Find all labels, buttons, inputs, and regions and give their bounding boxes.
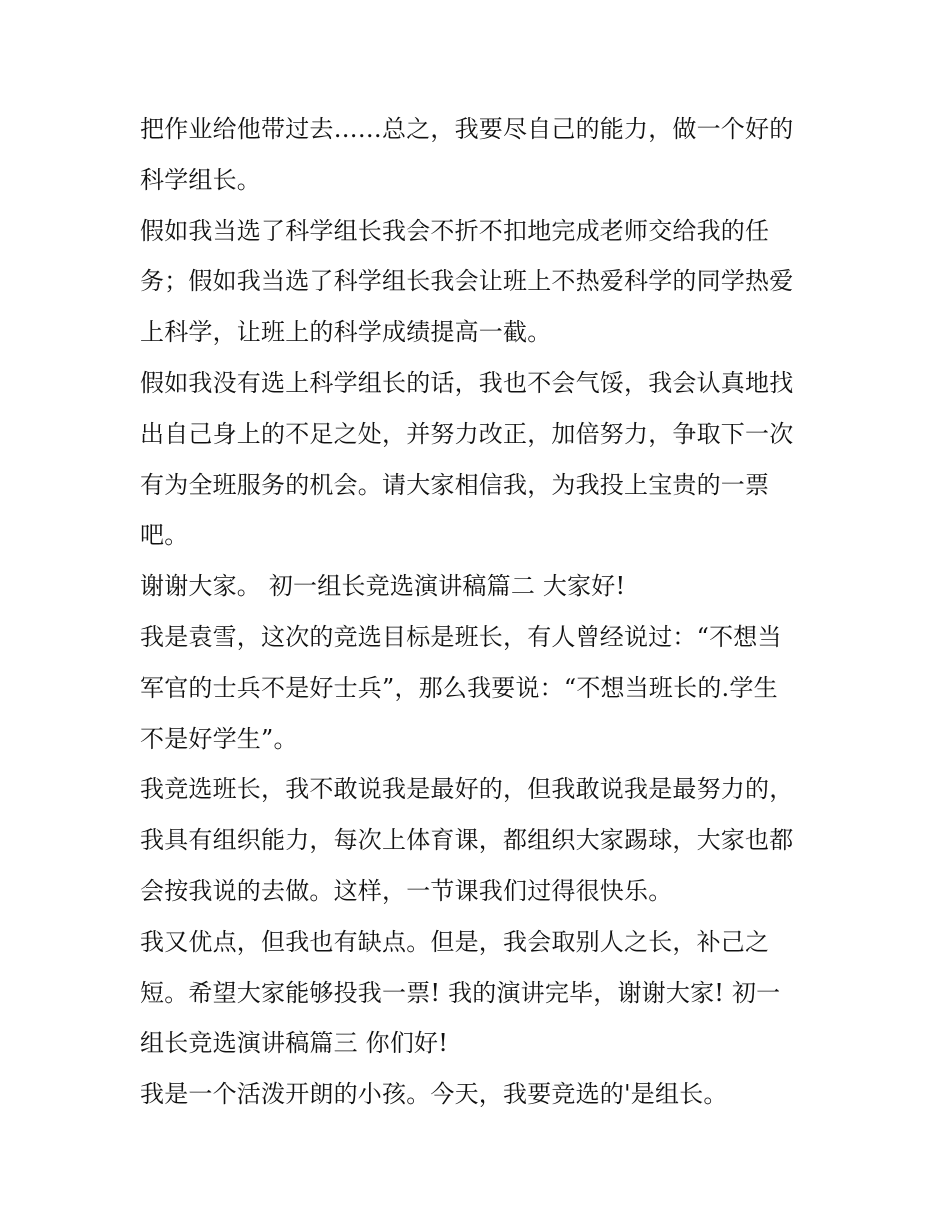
text-line: 吧。 xyxy=(140,521,189,550)
text-line: 短。希望大家能够投我一票! 我的演讲完毕，谢谢大家! 初一 xyxy=(140,978,781,1007)
text-line: 我是一个活泼开朗的小孩。今天，我要竞选的'是组长。 xyxy=(140,1080,728,1109)
text-line: 组长竞选演讲稿篇三 你们好! xyxy=(140,1029,449,1058)
text-line: 谢谢大家。 初一组长竞选演讲稿篇二 大家好! xyxy=(140,572,626,601)
text-line: 有为全班服务的机会。请大家相信我，为我投上宝贵的一票 xyxy=(140,470,770,499)
text-line: 我又优点，但我也有缺点。但是，我会取别人之长，补己之 xyxy=(140,927,770,956)
text-line: 务；假如我当选了科学组长我会让班上不热爱科学的同学热爱 xyxy=(140,267,794,296)
text-line: 把作业给他带过去……总之，我要尽自己的能力，做一个好的 xyxy=(140,115,794,143)
text-line: 假如我当选了科学组长我会不折不扣地完成老师交给我的任 xyxy=(140,216,770,245)
text-line: 不是好学生”。 xyxy=(140,724,298,753)
text-line: 假如我没有选上科学组长的话，我也不会气馁，我会认真地找 xyxy=(140,368,794,397)
document-body xyxy=(140,104,820,1120)
text-line: 军官的士兵不是好士兵”，那么我要说：“不想当班长的.学生 xyxy=(140,673,778,702)
text-line: 我是袁雪，这次的竞选目标是班长，有人曾经说过：“不想当 xyxy=(140,622,782,651)
text-line: 出自己身上的不足之处，并努力改正，加倍努力，争取下一次 xyxy=(140,419,794,448)
text-line: 会按我说的去做。这样，一节课我们过得很快乐。 xyxy=(140,876,673,905)
text-line: 我竞选班长，我不敢说我是最好的，但我敢说我是最努力的， xyxy=(140,775,794,804)
text-line: 我具有组织能力，每次上体育课，都组织大家踢球，大家也都 xyxy=(140,826,794,855)
text-line: 科学组长。 xyxy=(140,165,261,194)
text-line: 上科学，让班上的科学成绩提高一截。 xyxy=(140,318,552,347)
